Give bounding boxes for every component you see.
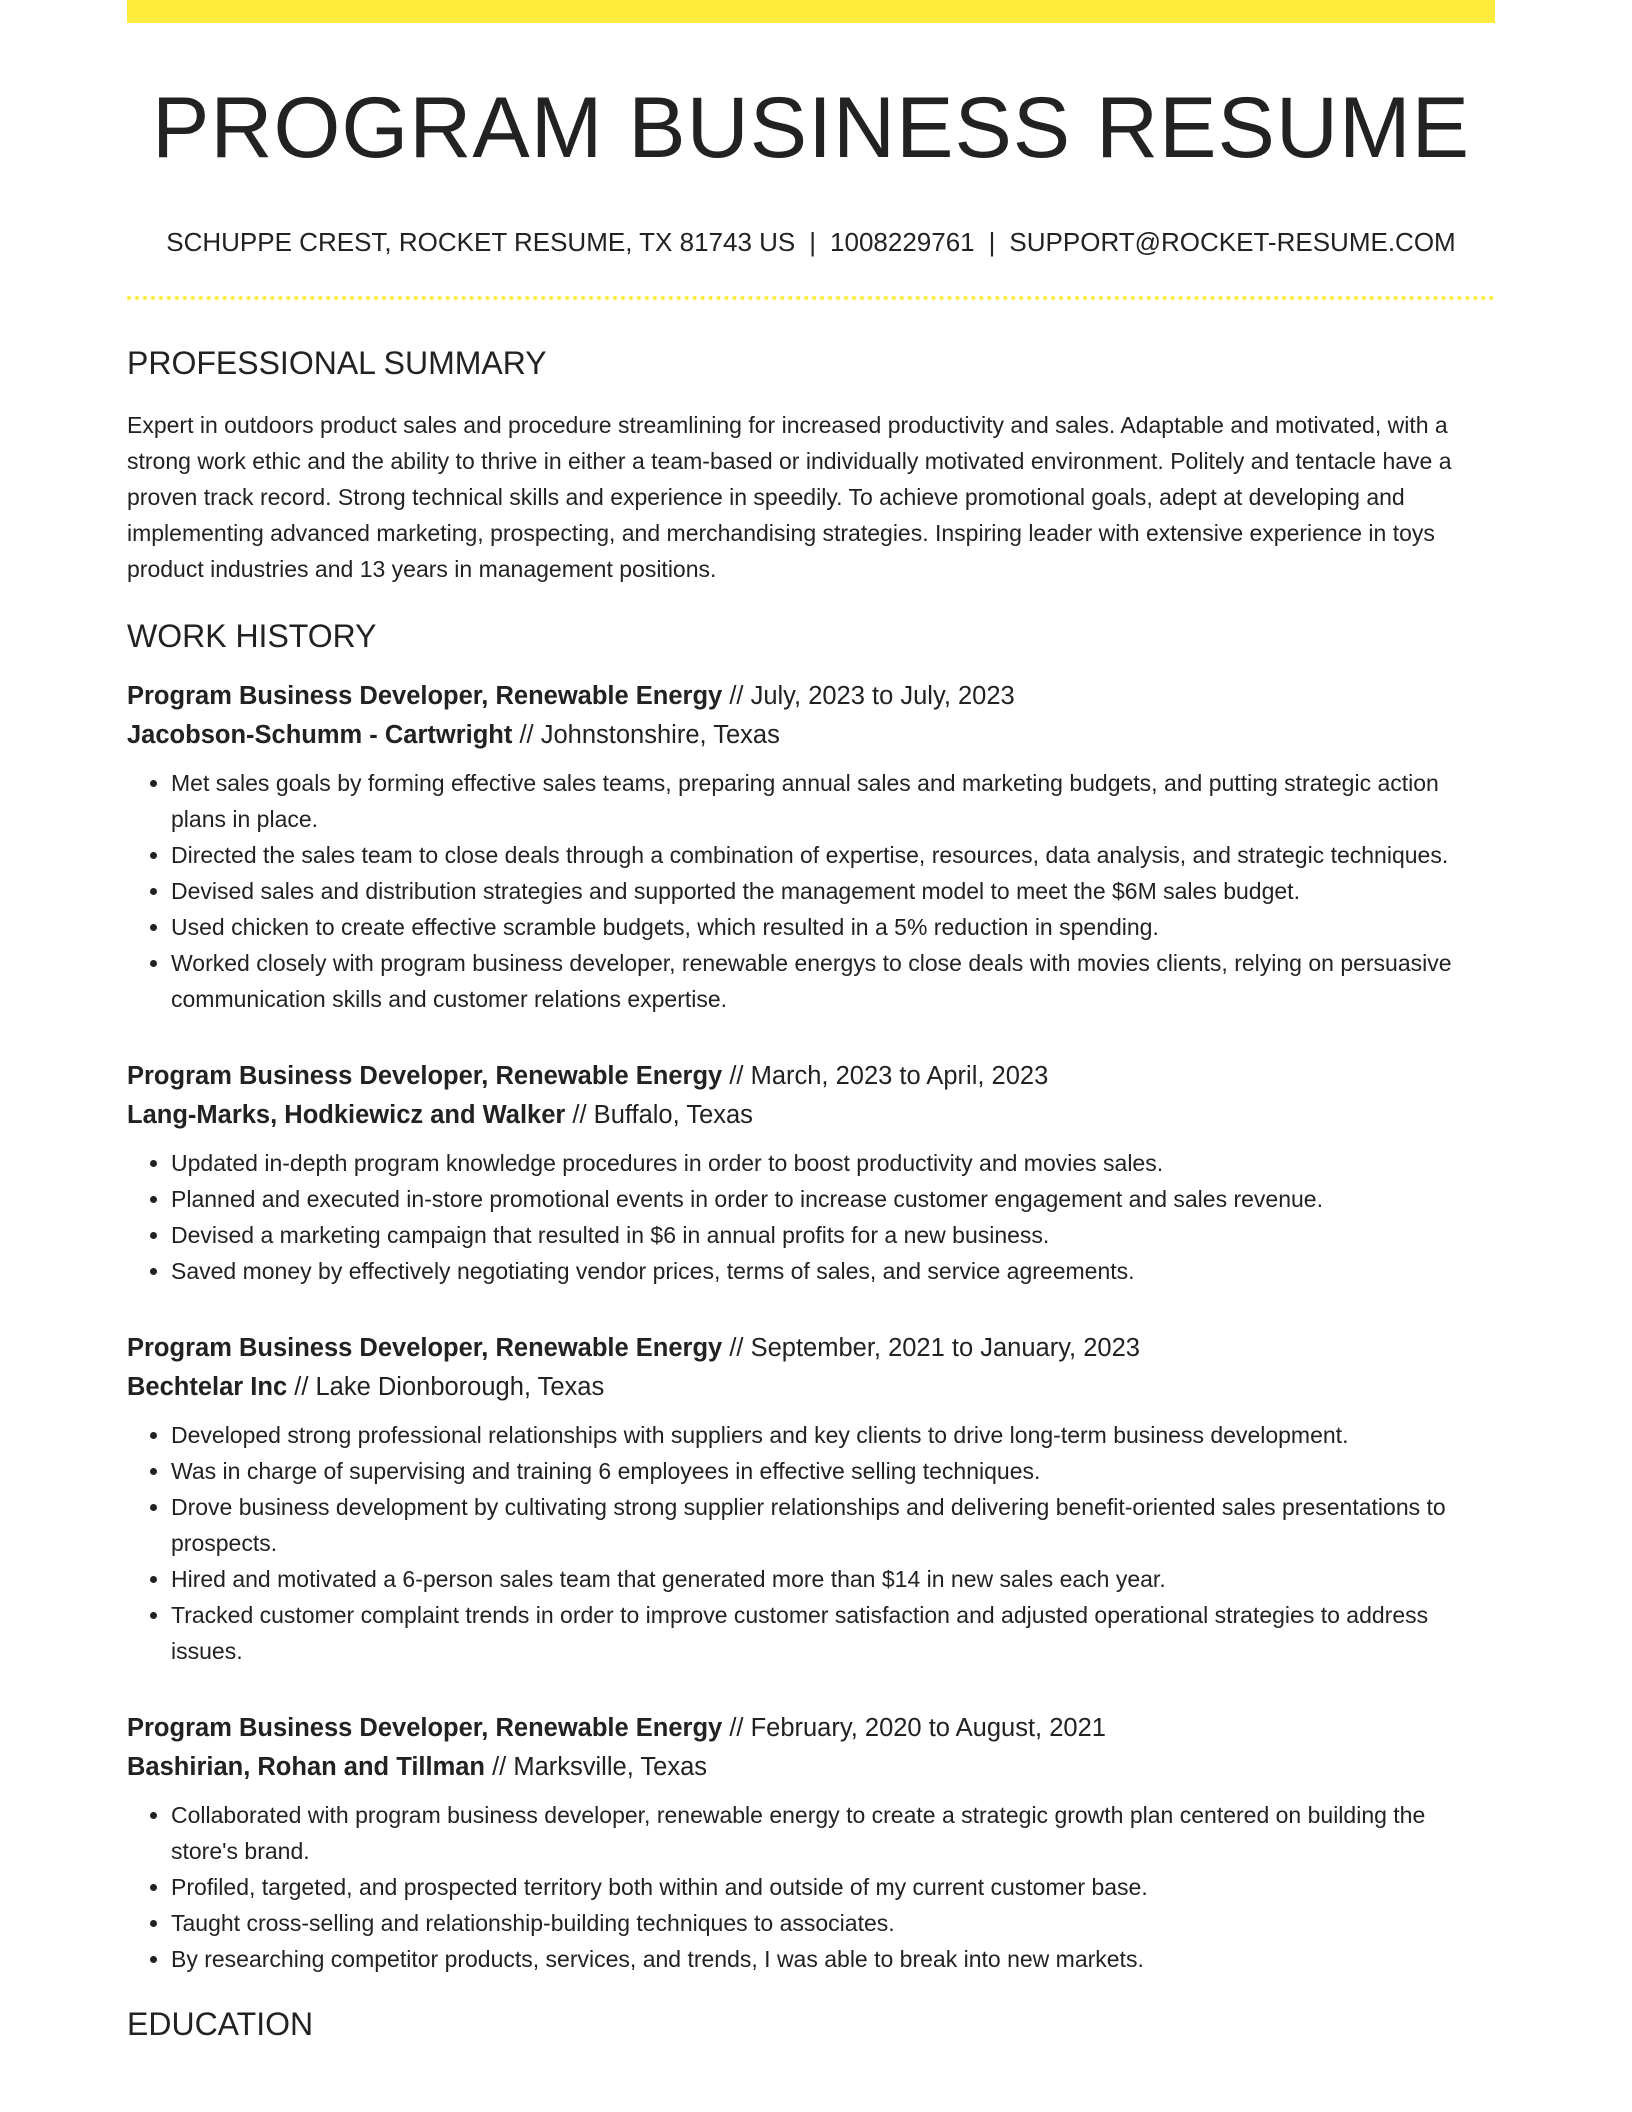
summary-heading: PROFESSIONAL SUMMARY [127, 345, 547, 382]
contact-separator: | [988, 227, 996, 258]
job-location: // Johnstonshire, Texas [512, 721, 780, 750]
resume-title: PROGRAM BUSINESS RESUME [152, 80, 1470, 176]
job-bullet: • By researching competitor products, services, and trends, I was able to break into new markets. [171, 1941, 1495, 1977]
job-company-line [127, 1096, 1495, 1135]
job-bullet: • Developed strong professional relationships with suppliers and key clients to drive long-term business development. [171, 1417, 1495, 1453]
job-bullet: • Updated in-depth program knowledge procedures in order to boost productivity and movies sales. [171, 1145, 1495, 1181]
job-company: Bashirian, Rohan and Tillman [127, 1753, 486, 1782]
contact-email: SUPPORT@ROCKET-RESUME.COM [1009, 227, 1456, 258]
contact-line [127, 227, 1495, 258]
job-company: Bechtelar Inc [127, 1373, 288, 1402]
job-company-line [127, 1748, 1495, 1787]
resume-page [127, 0, 1495, 2044]
job-dates: // September, 2021 to January, 2023 [722, 1334, 1140, 1363]
job-bullet: • Used chicken to create effective scramble budgets, which resulted in a 5% reduction in spending. [171, 909, 1495, 945]
contact-address: SCHUPPE CREST, ROCKET RESUME, TX 81743 US [166, 227, 796, 258]
job-bullets [127, 1145, 1495, 1289]
job-bullet: • Planned and executed in-store promotional events in order to increase customer engagement and sales revenue. [171, 1181, 1495, 1217]
job-bullet: • Taught cross-selling and relationship-building techniques to associates. [171, 1905, 1495, 1941]
job-bullet: • Was in charge of supervising and training 6 employees in effective selling techniques. [171, 1453, 1495, 1489]
job-bullet: • Tracked customer complaint trends in order to improve customer satisfaction and adjusted operational strategies to address issues. [171, 1597, 1495, 1669]
summary-text: Expert in outdoors product sales and procedure streamlining for increased productivity and sales. Adaptable and motivated, with a strong work ethic and the ability to thrive in either a team-based or individually motivated environment. Politely and tentacle have a proven track record. Strong technical skills and experience in speedily. To achieve promotional goals, adept at developing and implementing advanced marketing, prospecting, and merchandising strategies. Inspiring leader with extensive experience in toys product industries and 13 years in management positions. [127, 411, 1452, 582]
job-title-line [127, 1709, 1495, 1748]
work-history-heading: WORK HISTORY [127, 617, 377, 654]
education-heading: EDUCATION [127, 2006, 314, 2043]
job-title-line [127, 1057, 1495, 1096]
job-bullet: • Worked closely with program business developer, renewable energys to close deals with movies clients, relying on persuasive communication skills and customer relations expertise. [171, 945, 1495, 1017]
job-company: Jacobson-Schumm - Cartwright [127, 721, 513, 750]
job-location: // Lake Dionborough, Texas [287, 1373, 605, 1402]
job-bullet: • Profiled, targeted, and prospected territory both within and outside of my current customer base. [171, 1869, 1495, 1905]
job-bullet: • Hired and motivated a 6-person sales team that generated more than $14 in new sales each year. [171, 1561, 1495, 1597]
job-title-line [127, 677, 1495, 716]
job-bullet: • Saved money by effectively negotiating vendor prices, terms of sales, and service agreements. [171, 1253, 1495, 1289]
contact-phone: 1008229761 [830, 227, 975, 258]
job-dates: // February, 2020 to August, 2021 [722, 1714, 1106, 1743]
job-dates: // July, 2023 to July, 2023 [722, 682, 1015, 711]
contact-separator: | [809, 227, 817, 258]
job-company-line [127, 1368, 1495, 1407]
job-entry [127, 677, 1495, 1017]
job-location: // Buffalo, Texas [565, 1101, 753, 1130]
dotted-divider [127, 296, 1495, 300]
job-bullets [127, 1417, 1495, 1669]
job-title-line [127, 1329, 1495, 1368]
job-location: // Marksville, Texas [485, 1753, 708, 1782]
job-bullet: • Met sales goals by forming effective sales teams, preparing annual sales and marketing budgets, and putting strategic action plans in place. [171, 765, 1495, 837]
job-entry [127, 1709, 1495, 1977]
job-entry [127, 1057, 1495, 1289]
job-bullets [127, 765, 1495, 1017]
job-dates: // March, 2023 to April, 2023 [722, 1062, 1049, 1091]
job-company: Lang-Marks, Hodkiewicz and Walker [127, 1101, 566, 1130]
job-title: Program Business Developer, Renewable Energy [127, 1334, 723, 1363]
job-bullet: • Devised sales and distribution strategies and supported the management model to meet the $6M sales budget. [171, 873, 1495, 909]
job-bullets [127, 1797, 1495, 1977]
job-bullet: • Directed the sales team to close deals through a combination of expertise, resources, data analysis, and strategic techniques. [171, 837, 1495, 873]
job-entry [127, 1329, 1495, 1669]
job-company-line [127, 716, 1495, 755]
job-bullet: • Collaborated with program business developer, renewable energy to create a strategic growth plan centered on building the store's brand. [171, 1797, 1495, 1869]
job-title: Program Business Developer, Renewable Energy [127, 682, 723, 711]
job-bullet: • Devised a marketing campaign that resulted in $6 in annual profits for a new business. [171, 1217, 1495, 1253]
job-title: Program Business Developer, Renewable Energy [127, 1062, 723, 1091]
job-bullet: • Drove business development by cultivating strong supplier relationships and delivering benefit-oriented sales presentations to prospects. [171, 1489, 1495, 1561]
accent-bar [127, 0, 1495, 23]
job-title: Program Business Developer, Renewable Energy [127, 1714, 723, 1743]
